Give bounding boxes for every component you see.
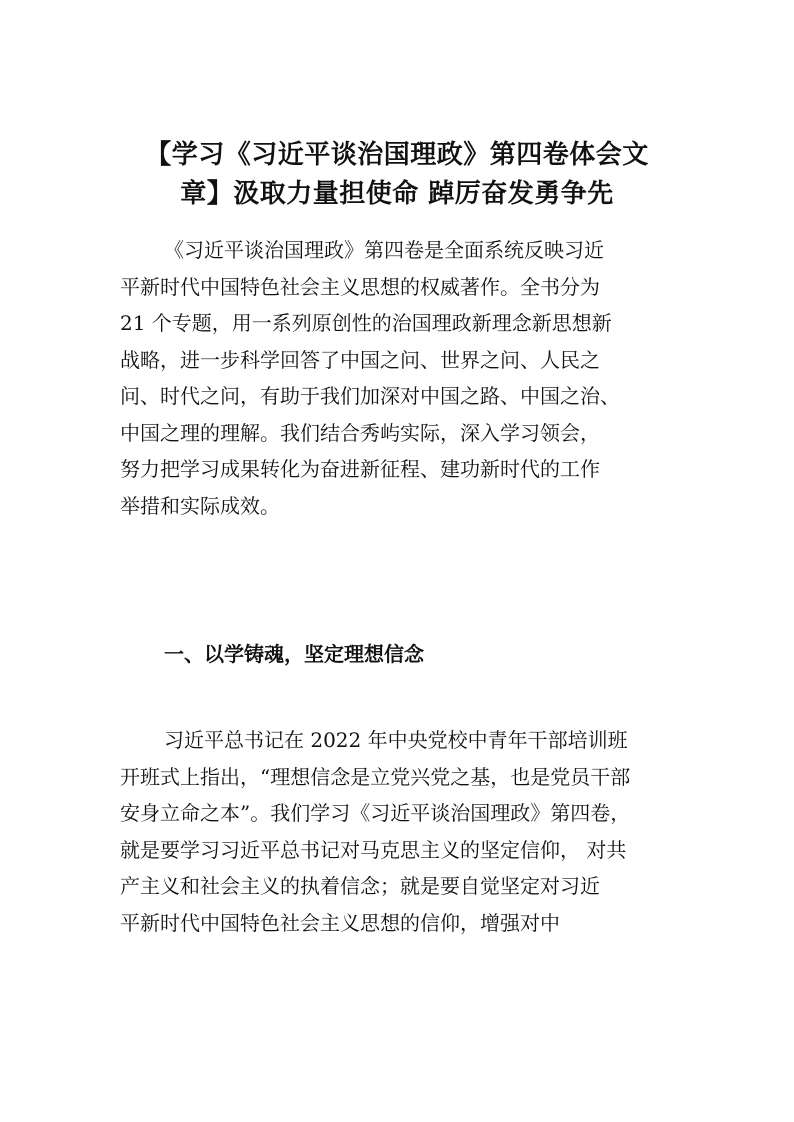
text-line: 平新时代中国特色社会主义思想的权威著作。全书分为 [120,274,600,299]
text-line: 平新时代中国特色社会主义思想的信仰，增强对中 [120,910,560,935]
text-line: 《习近平谈治国理政》第四卷是全面系统反映习近 [164,238,604,262]
text-line: 21 个专题，用一系列原创性的治国理政新理念新思想新 [120,311,612,335]
text-line: 举措和实际成效。 [120,493,280,518]
intro-paragraph [120,232,680,524]
text-line: 问、时代之问，有助于我们加深对中国之路、中国之治、 [120,384,620,408]
title-line: 章】汲取力量担使命 踔厉奋发勇争先 [180,179,614,209]
text-line: 习近平总书记在 2022 年中央党校中青年干部培训班 [164,728,628,752]
text-line: 努力把学习成果转化为奋进新征程、建功新时代的工作 [120,457,600,481]
title-line: 【学习《习近平谈治国理政》第四卷体会文 [145,140,649,170]
document-title [110,136,684,214]
section-heading: 一、以学铸魂，坚定理想信念 [164,642,424,666]
text-line: 中国之理的理解。我们结合秀屿实际，深入学习领会， [120,420,600,445]
section-paragraph [120,722,680,941]
text-line: 产主义和社会主义的执着信念；就是要自觉坚定对习近 [120,874,600,898]
text-line: 安身立命之本”。我们学习《习近平谈治国理政》第四卷， [120,801,631,825]
text-line: 就是要学习习近平总书记对马克思主义的坚定信仰， 对共 [120,837,627,862]
text-line: 战略，进一步科学回答了中国之问、世界之问、人民之 [120,347,600,372]
text-line: 开班式上指出，“理想信念是立党兴党之基，也是党员干部 [120,764,631,789]
